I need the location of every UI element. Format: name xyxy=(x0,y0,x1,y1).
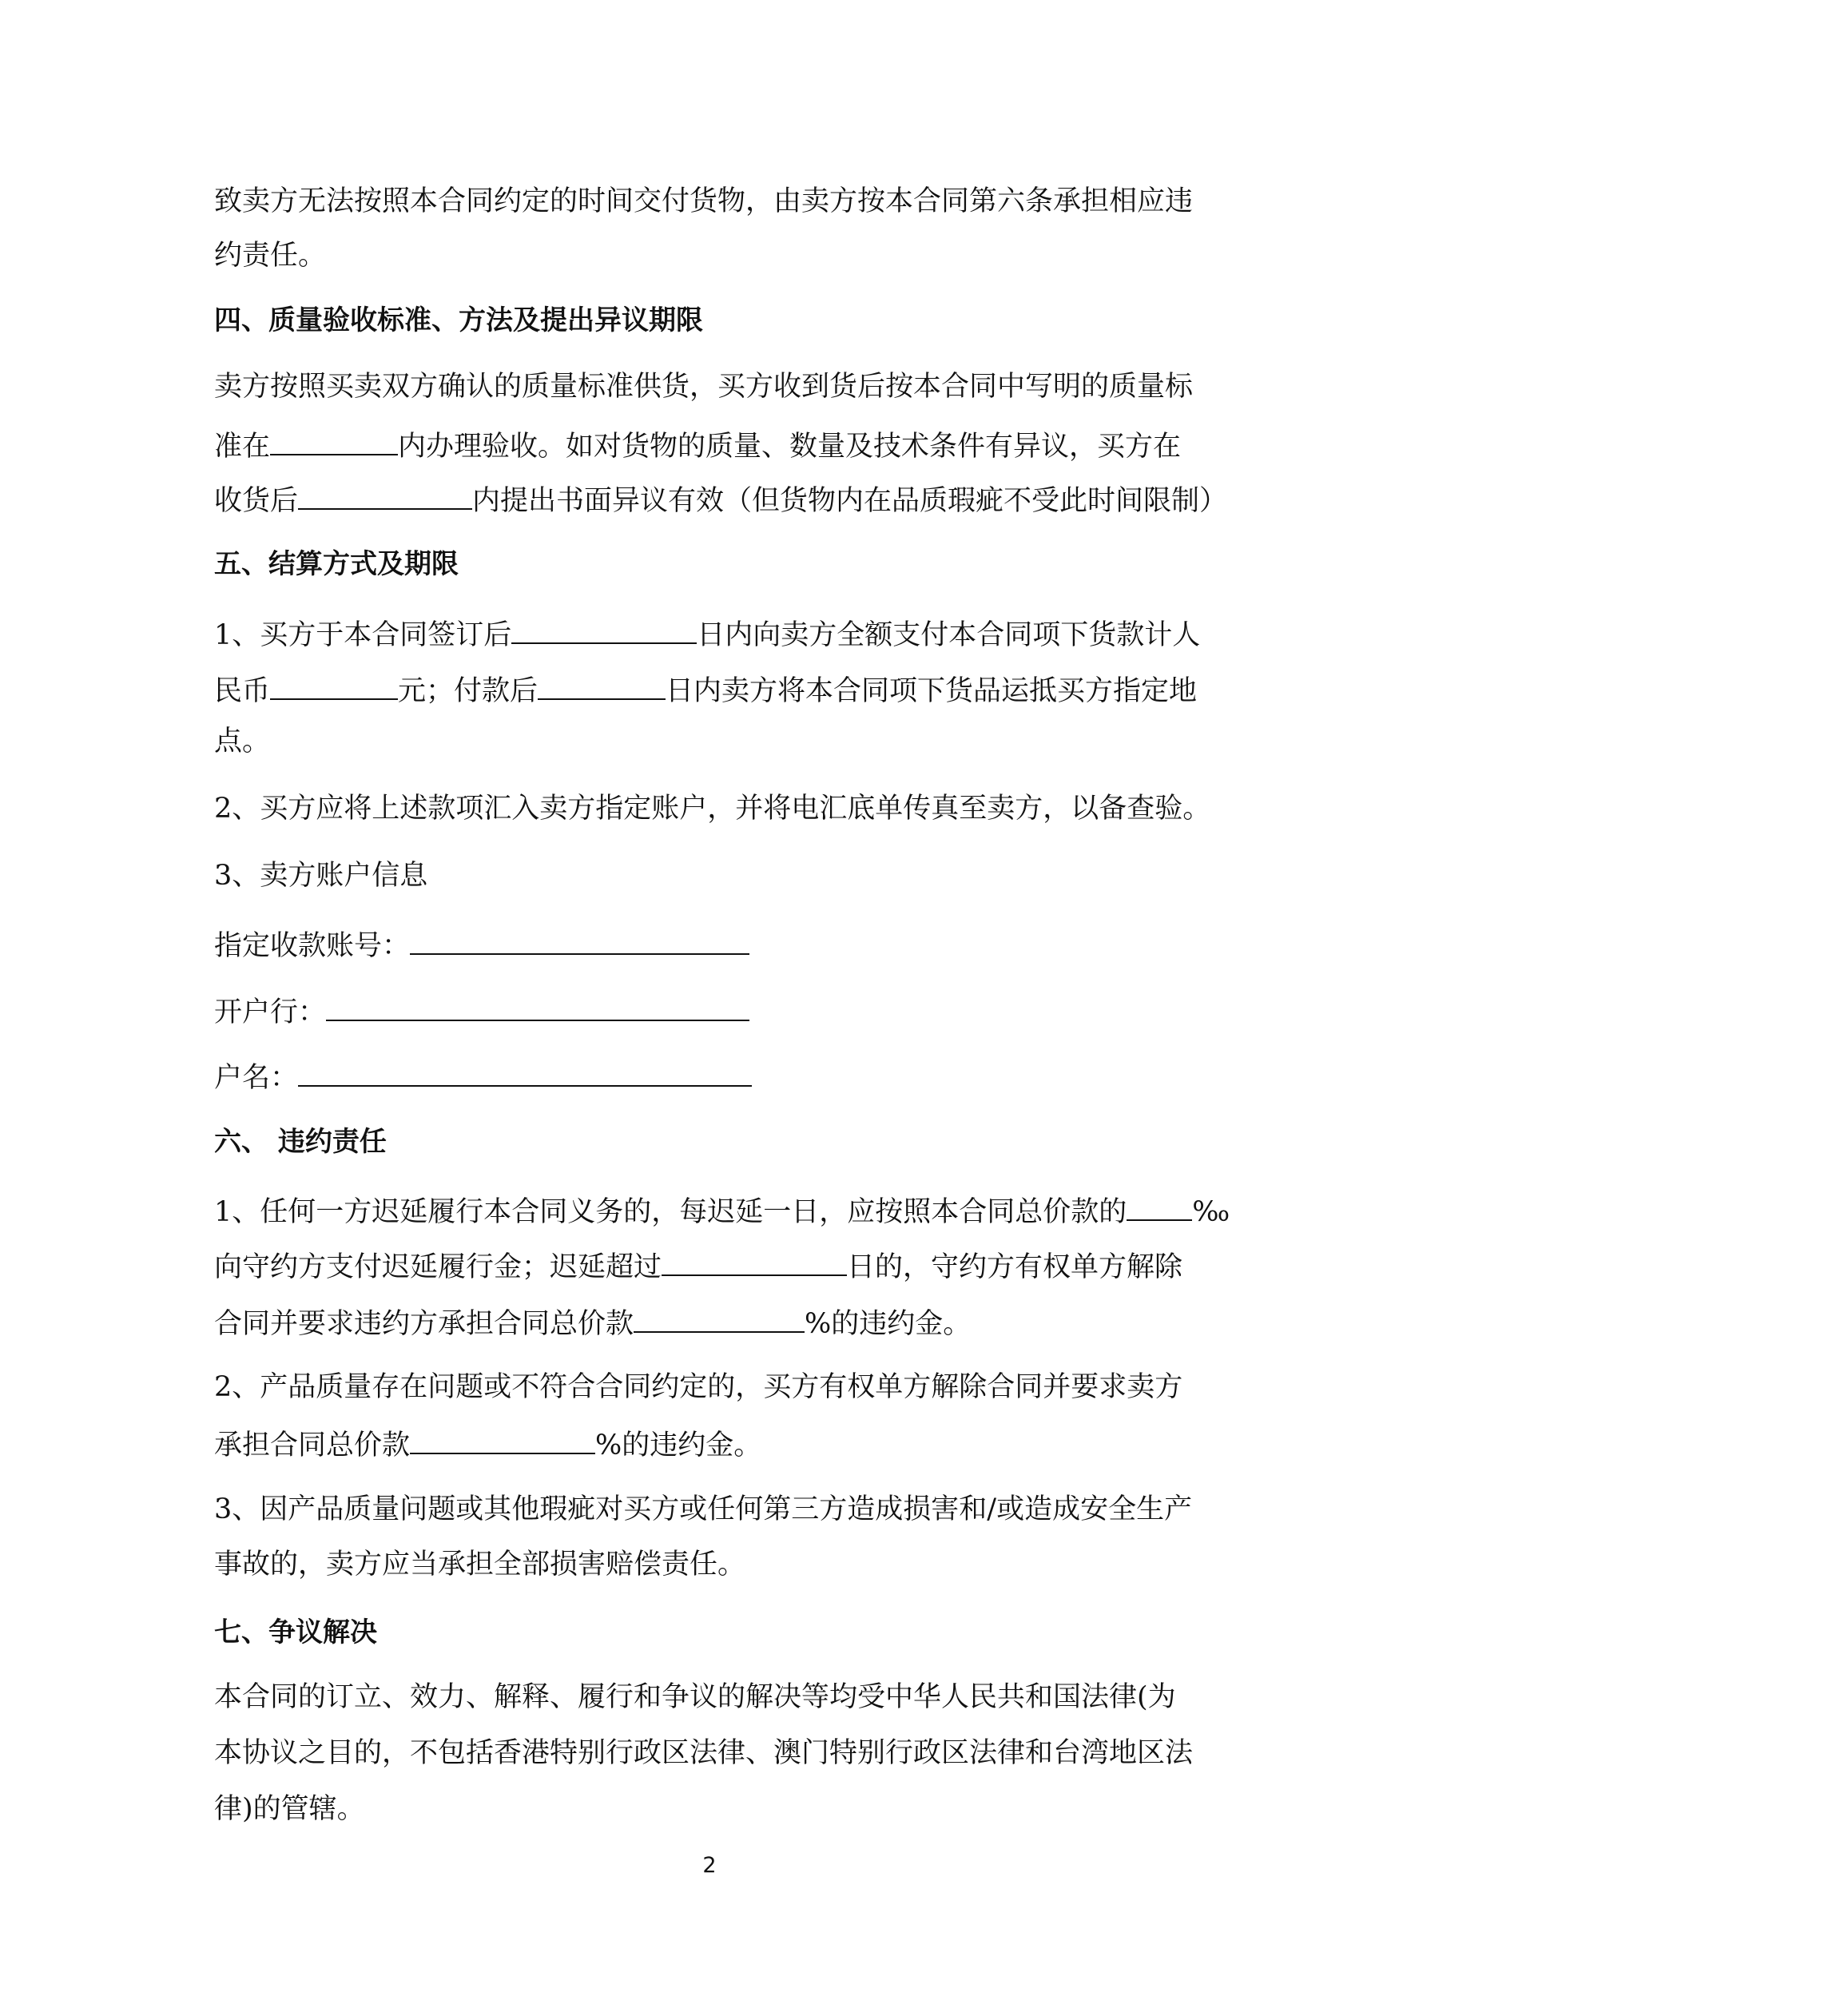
text-run: 约责任。 xyxy=(214,240,327,272)
fill-in-blank[interactable] xyxy=(270,423,398,455)
section-heading xyxy=(214,1123,387,1161)
section-heading xyxy=(214,545,459,583)
text-run: 卖方按照买卖双方确认的质量标准供货，买方收到货后按本合同中写明的质量标 xyxy=(214,371,1194,403)
paragraph-line xyxy=(214,423,1181,462)
paragraph-line xyxy=(214,1422,761,1461)
text-run: 本协议之目的，不包括香港特别行政区法律、澳门特别行政区法律和台湾地区法 xyxy=(214,1737,1194,1769)
fill-in-blank[interactable] xyxy=(326,989,749,1021)
paragraph-line xyxy=(214,789,1210,828)
fill-in-blank[interactable] xyxy=(298,1055,752,1087)
text-run: 合同并要求违约方承担合同总价款 xyxy=(214,1308,634,1340)
fill-in-blank[interactable] xyxy=(410,1422,595,1454)
paragraph-line xyxy=(214,722,270,761)
fill-in-blank[interactable] xyxy=(511,612,697,644)
text-run: 向守约方支付迟延履行金；迟延超过 xyxy=(214,1251,662,1283)
text-run: 指定收款账号： xyxy=(214,930,411,962)
text-run: 内办理验收。如对货物的质量、数量及技术条件有异议，买方在 xyxy=(398,431,1182,463)
text-run: 准在 xyxy=(214,431,271,463)
paragraph-line xyxy=(214,1490,1192,1529)
fill-in-blank[interactable] xyxy=(298,478,472,510)
section-heading xyxy=(214,301,703,340)
text-run: 开户行： xyxy=(214,996,327,1028)
text-run: 2、买方应将上述款项汇入卖方指定账户，并将电汇底单传真至卖方，以备查验。 xyxy=(214,793,1211,825)
text-run: 3、卖方账户信息 xyxy=(214,860,428,892)
text-run: 点。 xyxy=(214,726,271,757)
text-run: 户名： xyxy=(214,1062,299,1094)
text-run: 事故的，卖方应当承担全部损害赔偿责任。 xyxy=(214,1549,746,1581)
fill-in-blank[interactable] xyxy=(634,1301,805,1333)
text-run: 七、争议解决 xyxy=(214,1616,377,1648)
text-run: 五、结算方式及期限 xyxy=(214,548,459,580)
text-run: 六、 违约责任 xyxy=(214,1126,387,1158)
text-run: 承担合同总价款 xyxy=(214,1429,411,1461)
paragraph-line xyxy=(214,182,1193,221)
paragraph-line xyxy=(214,1055,752,1093)
paragraph-line xyxy=(214,1244,1182,1282)
paragraph-line xyxy=(214,237,326,275)
text-run: 四、质量验收标准、方法及提出异议期限 xyxy=(214,304,703,336)
fill-in-blank[interactable] xyxy=(662,1244,847,1276)
text-run: 本合同的订立、效力、解释、履行和争议的解决等均受中华人民共和国法律(为 xyxy=(214,1681,1176,1713)
text-run: 1、买方于本合同签订后 xyxy=(214,619,512,651)
paragraph-line xyxy=(214,668,1197,706)
paragraph-line xyxy=(214,478,1227,516)
text-run: 日内向卖方全额支付本合同项下货款计人 xyxy=(697,619,1201,651)
text-run: 2、产品质量存在问题或不符合合同约定的，买方有权单方解除合同并要求卖方 xyxy=(214,1371,1183,1403)
paragraph-line xyxy=(214,1301,971,1339)
text-run: 日的，守约方有权单方解除 xyxy=(847,1251,1183,1283)
text-run: 致卖方无法按照本合同约定的时间交付货物，由卖方按本合同第六条承担相应违 xyxy=(214,185,1194,217)
text-run: 律)的管辖。 xyxy=(214,1793,365,1825)
fill-in-blank[interactable] xyxy=(1127,1189,1192,1221)
paragraph-line xyxy=(214,1545,745,1584)
paragraph-line xyxy=(214,1734,1193,1772)
text-run: 元；付款后 xyxy=(398,675,539,707)
paragraph-line xyxy=(214,857,427,895)
paragraph-line xyxy=(214,368,1193,406)
text-run: %的违约金。 xyxy=(595,1429,762,1461)
fill-in-blank[interactable] xyxy=(410,923,749,955)
paragraph-line xyxy=(214,1189,1230,1227)
paragraph-line xyxy=(214,1678,1176,1716)
paragraph-line xyxy=(214,923,749,961)
text-run: %的违约金。 xyxy=(805,1308,972,1340)
section-heading xyxy=(214,1613,377,1652)
page-number: 2 xyxy=(702,1853,717,1878)
text-run: 日内卖方将本合同项下货品运抵买方指定地 xyxy=(666,675,1198,707)
fill-in-blank[interactable] xyxy=(270,668,398,700)
paragraph-line xyxy=(214,612,1200,650)
paragraph-line xyxy=(214,989,749,1028)
text-run: 1、任何一方迟延履行本合同义务的，每迟延一日，应按照本合同总价款的 xyxy=(214,1196,1127,1228)
text-run: ‰ xyxy=(1192,1196,1230,1228)
text-run: 3、因产品质量问题或其他瑕疵对买方或任何第三方造成损害和/或造成安全生产 xyxy=(214,1493,1193,1525)
paragraph-line xyxy=(214,1368,1182,1406)
fill-in-blank[interactable] xyxy=(538,668,666,700)
text-run: 内提出书面异议有效（但货物内在品质瑕疵不受此时间限制） xyxy=(472,485,1228,517)
paragraph-line xyxy=(214,1790,365,1828)
text-run: 民币 xyxy=(214,675,271,707)
text-run: 收货后 xyxy=(214,485,299,517)
